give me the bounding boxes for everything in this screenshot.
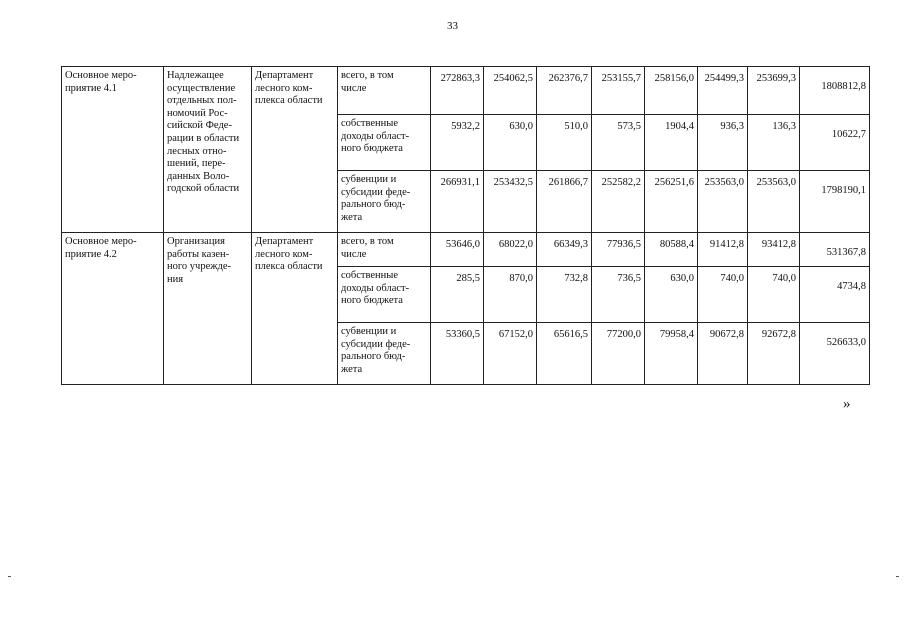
year-value-cell: 736,5 — [592, 267, 645, 323]
event-cell: Основное меро- приятие 4.1 — [62, 67, 164, 233]
year-value-cell: 136,3 — [748, 115, 800, 171]
total-value-cell: 10622,7 — [800, 115, 870, 171]
total-value-cell: 4734,8 — [800, 267, 870, 323]
year-value-cell: 65616,5 — [537, 323, 592, 385]
source-label: субвенции и субсидии феде- рального бюд- жета — [338, 171, 431, 233]
year-value-cell: 80588,4 — [645, 233, 698, 267]
year-value-cell: 53646,0 — [431, 233, 484, 267]
year-value-cell: 79958,4 — [645, 323, 698, 385]
year-value-cell: 77200,0 — [592, 323, 645, 385]
year-value-cell: 256251,6 — [645, 171, 698, 233]
year-value-cell: 77936,5 — [592, 233, 645, 267]
year-value-cell: 66349,3 — [537, 233, 592, 267]
year-value-cell: 261866,7 — [537, 171, 592, 233]
year-value-cell: 252582,2 — [592, 171, 645, 233]
page-number: 33 — [447, 20, 458, 32]
year-value-cell: 285,5 — [431, 267, 484, 323]
total-value-cell: 1808812,8 — [800, 67, 870, 115]
name-cell: Надлежащее осуществление отдельных пол- номочий Рос- сийской Феде- рации в области лесных отно- шений, пере- данных Воло- годской области — [164, 67, 252, 233]
year-value-cell: 1904,4 — [645, 115, 698, 171]
year-value-cell: 573,5 — [592, 115, 645, 171]
year-value-cell: 67152,0 — [484, 323, 537, 385]
year-value-cell: 253432,5 — [484, 171, 537, 233]
year-value-cell: 253563,0 — [748, 171, 800, 233]
year-value-cell: 253563,0 — [698, 171, 748, 233]
year-value-cell: 254499,3 — [698, 67, 748, 115]
year-value-cell: 740,0 — [698, 267, 748, 323]
year-value-cell: 272863,3 — [431, 67, 484, 115]
year-value-cell: 53360,5 — [431, 323, 484, 385]
year-value-cell: 90672,8 — [698, 323, 748, 385]
source-label: всего, в том числе — [338, 67, 431, 115]
source-label: всего, в том числе — [338, 233, 431, 267]
source-label: собственные доходы област- ного бюджета — [338, 267, 431, 323]
total-value-cell: 531367,8 — [800, 233, 870, 267]
left-edge-mark — [8, 576, 11, 577]
budget-table — [61, 66, 870, 385]
year-value-cell: 732,8 — [537, 267, 592, 323]
year-value-cell: 740,0 — [748, 267, 800, 323]
year-value-cell: 5932,2 — [431, 115, 484, 171]
year-value-cell: 266931,1 — [431, 171, 484, 233]
year-value-cell: 68022,0 — [484, 233, 537, 267]
year-value-cell: 936,3 — [698, 115, 748, 171]
executor-cell: Департамент лесного ком- плекса области — [252, 233, 338, 385]
event-cell: Основное меро- приятие 4.2 — [62, 233, 164, 385]
year-value-cell: 253155,7 — [592, 67, 645, 115]
year-value-cell: 258156,0 — [645, 67, 698, 115]
source-label: субвенции и субсидии феде- рального бюд- жета — [338, 323, 431, 385]
year-value-cell: 91412,8 — [698, 233, 748, 267]
year-value-cell: 93412,8 — [748, 233, 800, 267]
year-value-cell: 510,0 — [537, 115, 592, 171]
year-value-cell: 92672,8 — [748, 323, 800, 385]
year-value-cell: 253699,3 — [748, 67, 800, 115]
closing-quote: » — [843, 396, 851, 412]
year-value-cell: 254062,5 — [484, 67, 537, 115]
source-label: собственные доходы област- ного бюджета — [338, 115, 431, 171]
total-value-cell: 526633,0 — [800, 323, 870, 385]
year-value-cell: 870,0 — [484, 267, 537, 323]
executor-cell: Департамент лесного ком- плекса области — [252, 67, 338, 233]
total-value-cell: 1798190,1 — [800, 171, 870, 233]
name-cell: Организация работы казен- ного учрежде- ния — [164, 233, 252, 385]
year-value-cell: 262376,7 — [537, 67, 592, 115]
year-value-cell: 630,0 — [484, 115, 537, 171]
year-value-cell: 630,0 — [645, 267, 698, 323]
table-row — [62, 67, 870, 115]
table-row — [62, 233, 870, 267]
right-edge-mark — [896, 576, 899, 577]
